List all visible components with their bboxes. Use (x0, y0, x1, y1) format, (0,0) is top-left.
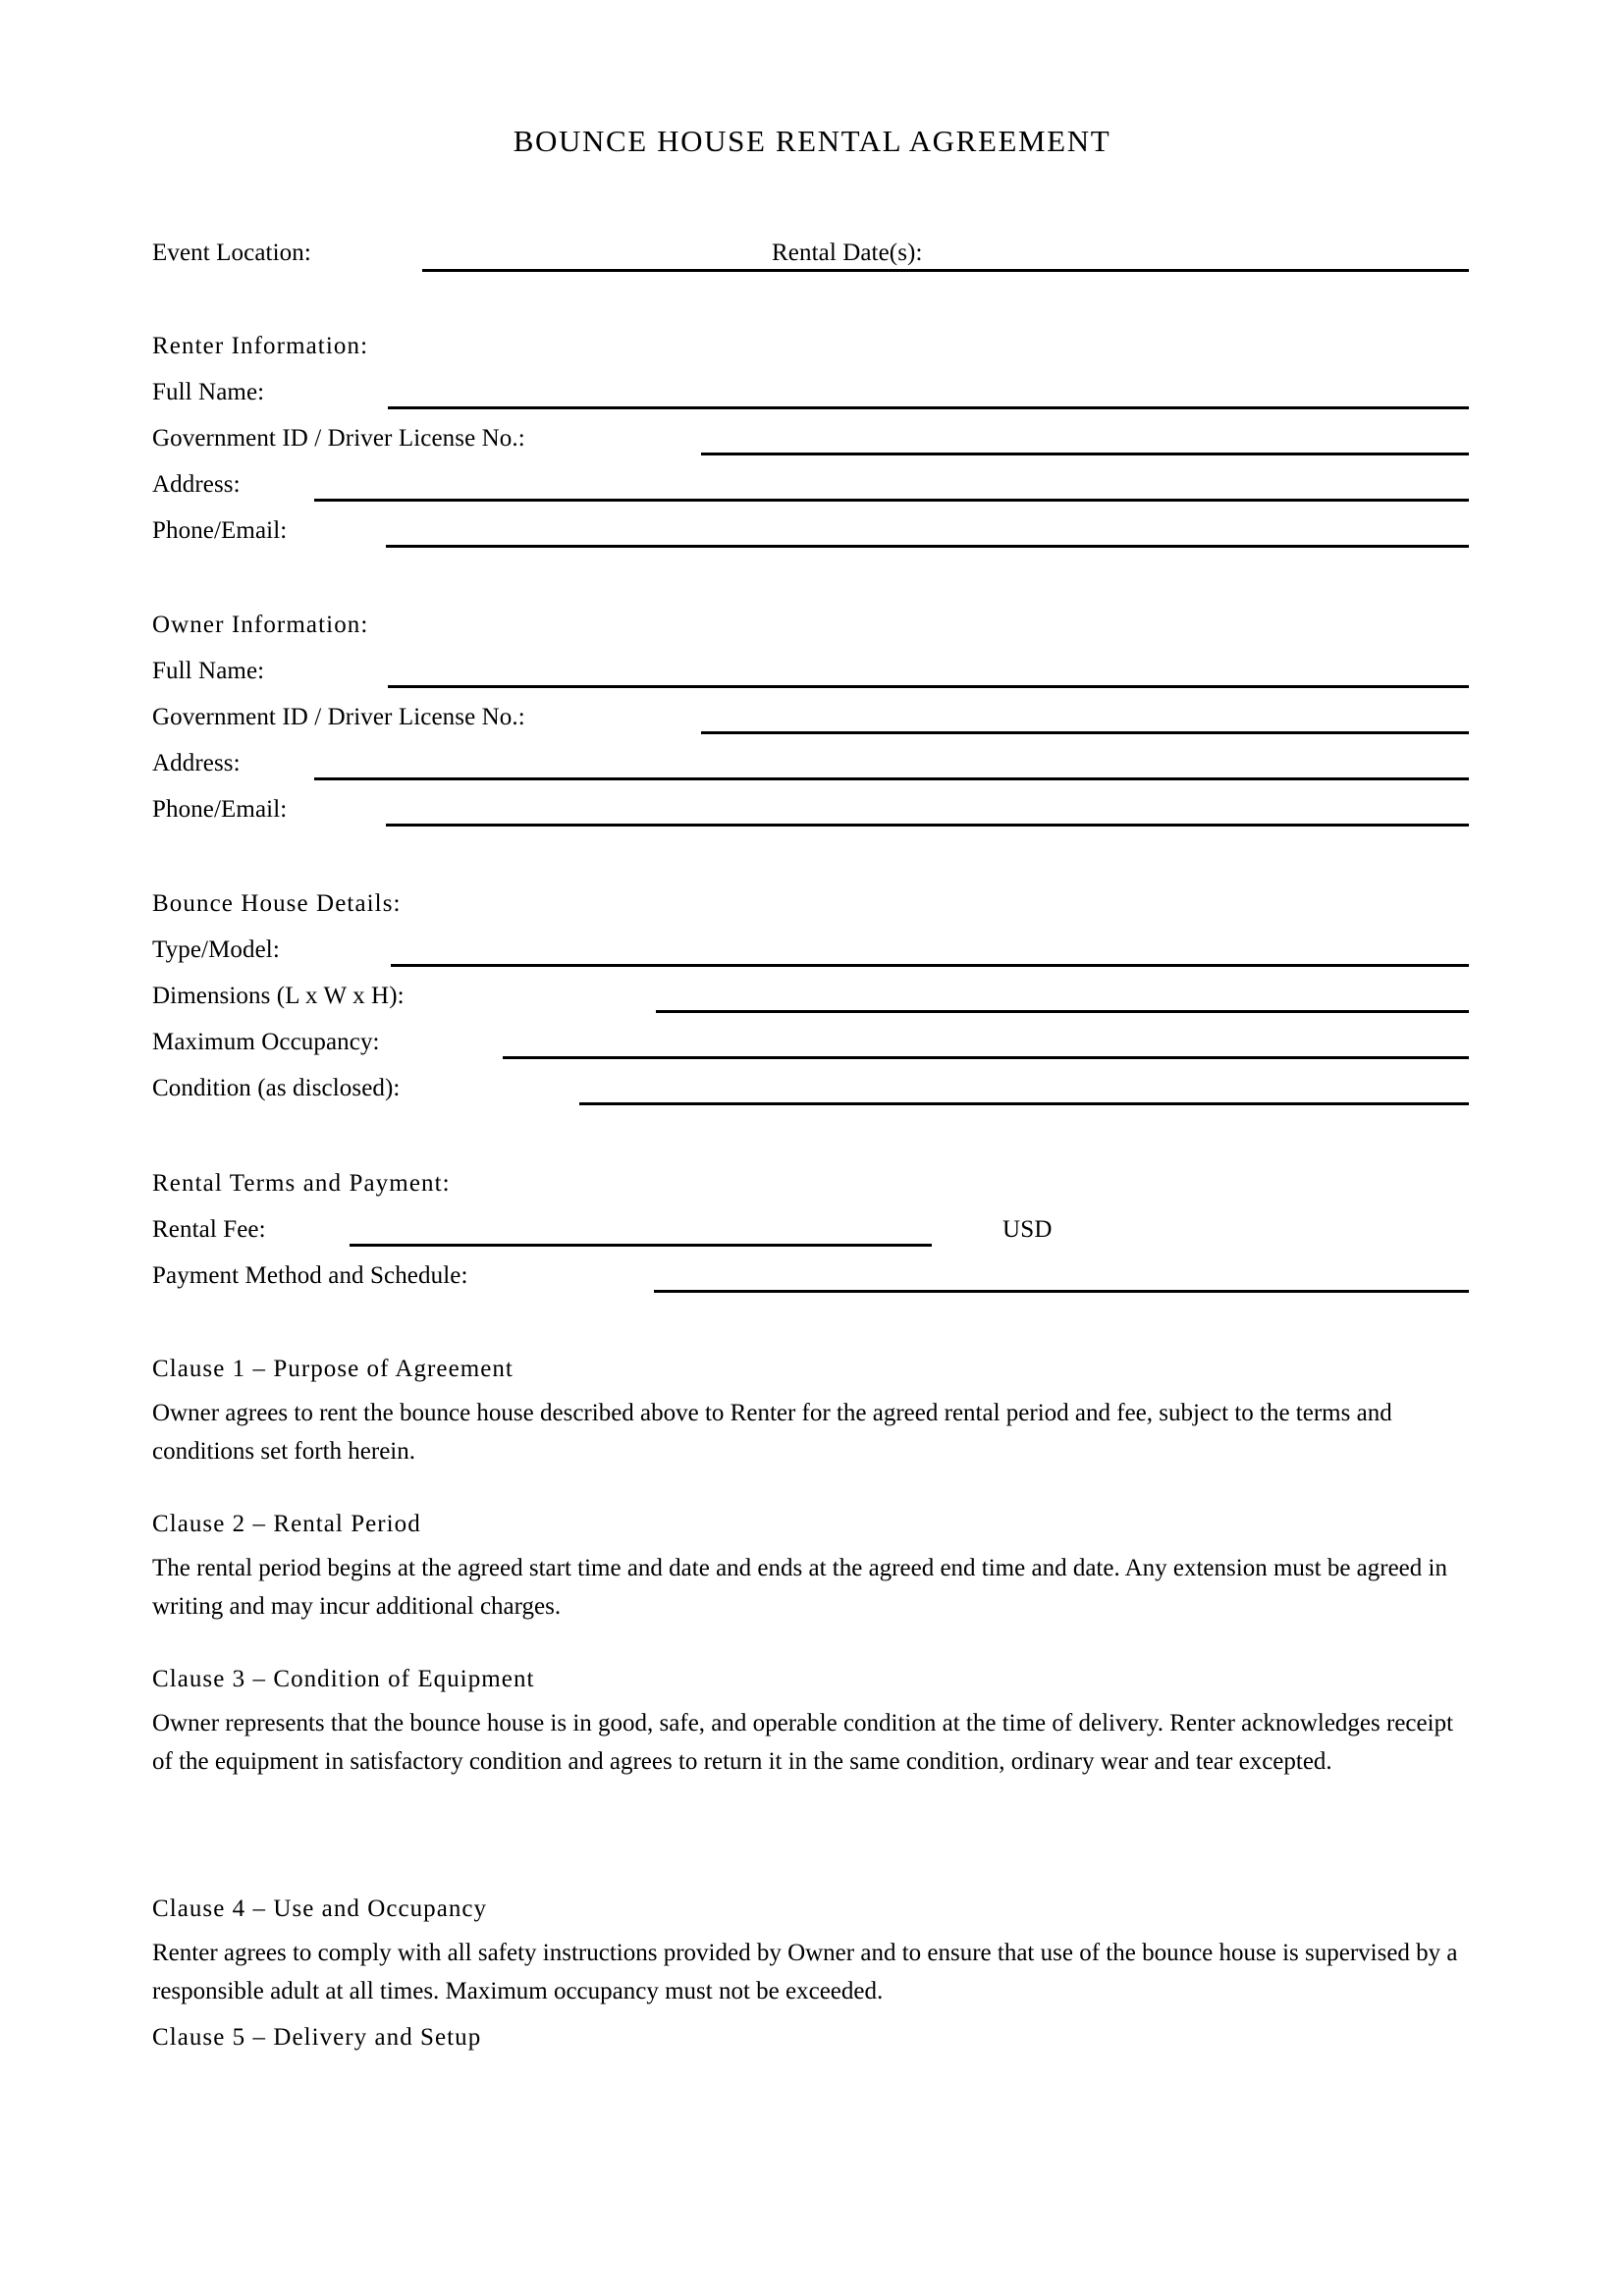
clause-4-heading: Clause 4 – Use and Occupancy (152, 1896, 488, 1922)
event-location-rule[interactable] (422, 269, 1469, 272)
rental-terms-heading: Rental Terms and Payment: (152, 1170, 451, 1197)
clause-5-heading: Clause 5 – Delivery and Setup (152, 2024, 482, 2051)
payment-method-rule[interactable] (654, 1290, 1469, 1293)
renter-full-name-rule[interactable] (388, 406, 1469, 409)
owner-address-rule[interactable] (314, 777, 1469, 780)
owner-address-label: Address: (152, 750, 241, 776)
owner-full-name-rule[interactable] (388, 685, 1469, 688)
renter-address-label: Address: (152, 471, 241, 498)
renter-phone-email-rule[interactable] (386, 545, 1469, 548)
clause-1-body: Owner agrees to rent the bounce house described above to Renter for the agreed rental period and fee, subject to the terms and conditions set forth herein. (152, 1400, 1392, 1465)
rental-fee-label: Rental Fee: (152, 1216, 266, 1243)
bounce-house-details-heading: Bounce House Details: (152, 890, 402, 917)
maximum-occupancy-label: Maximum Occupancy: (152, 1029, 380, 1055)
dimensions-label: Dimensions (L x W x H): (152, 983, 405, 1009)
owner-government-id-label: Government ID / Driver License No.: (152, 704, 525, 730)
condition-rule[interactable] (579, 1102, 1469, 1105)
owner-government-id-rule[interactable] (701, 731, 1469, 734)
clause-2-body: The rental period begins at the agreed start time and date and ends at the agreed end time and date. Any extension must be agreed in writing and may incur additional charges. (152, 1555, 1447, 1620)
clause-4-body: Renter agrees to comply with all safety instructions provided by Owner and to ensure that use of the bounce house is supervised by a responsible adult at all times. Maximum occupancy must not be exceeded. (152, 1940, 1458, 2004)
clause-3-body: Owner represents that the bounce house is in good, safe, and operable condition at the time of delivery. Renter acknowledges receipt of the equipment in satisfactory condition and agrees to return it in the same condition, ordinary wear and tear excepted. (152, 1710, 1454, 1775)
type-model-label: Type/Model: (152, 936, 280, 963)
renter-government-id-rule[interactable] (701, 453, 1469, 455)
dimensions-rule[interactable] (656, 1010, 1469, 1013)
rental-fee-currency-label: USD (1002, 1216, 1053, 1243)
type-model-rule[interactable] (391, 964, 1469, 967)
payment-method-label: Payment Method and Schedule: (152, 1262, 468, 1289)
condition-label: Condition (as disclosed): (152, 1075, 401, 1101)
renter-government-id-label: Government ID / Driver License No.: (152, 425, 525, 452)
renter-information-heading: Renter Information: (152, 333, 369, 359)
clause-2-heading: Clause 2 – Rental Period (152, 1511, 421, 1537)
page-title: BOUNCE HOUSE RENTAL AGREEMENT (513, 124, 1111, 158)
rental-dates-label: Rental Date(s): (772, 240, 923, 266)
renter-phone-email-label: Phone/Email: (152, 517, 288, 544)
owner-phone-email-rule[interactable] (386, 824, 1469, 827)
renter-full-name-label: Full Name: (152, 379, 265, 405)
renter-address-rule[interactable] (314, 499, 1469, 502)
maximum-occupancy-rule[interactable] (503, 1056, 1469, 1059)
owner-information-heading: Owner Information: (152, 612, 369, 638)
owner-full-name-label: Full Name: (152, 658, 265, 684)
event-location-label: Event Location: (152, 240, 311, 266)
owner-phone-email-label: Phone/Email: (152, 796, 288, 823)
rental-fee-rule[interactable] (350, 1244, 932, 1247)
clause-1-heading: Clause 1 – Purpose of Agreement (152, 1356, 514, 1382)
clause-3-heading: Clause 3 – Condition of Equipment (152, 1666, 535, 1692)
